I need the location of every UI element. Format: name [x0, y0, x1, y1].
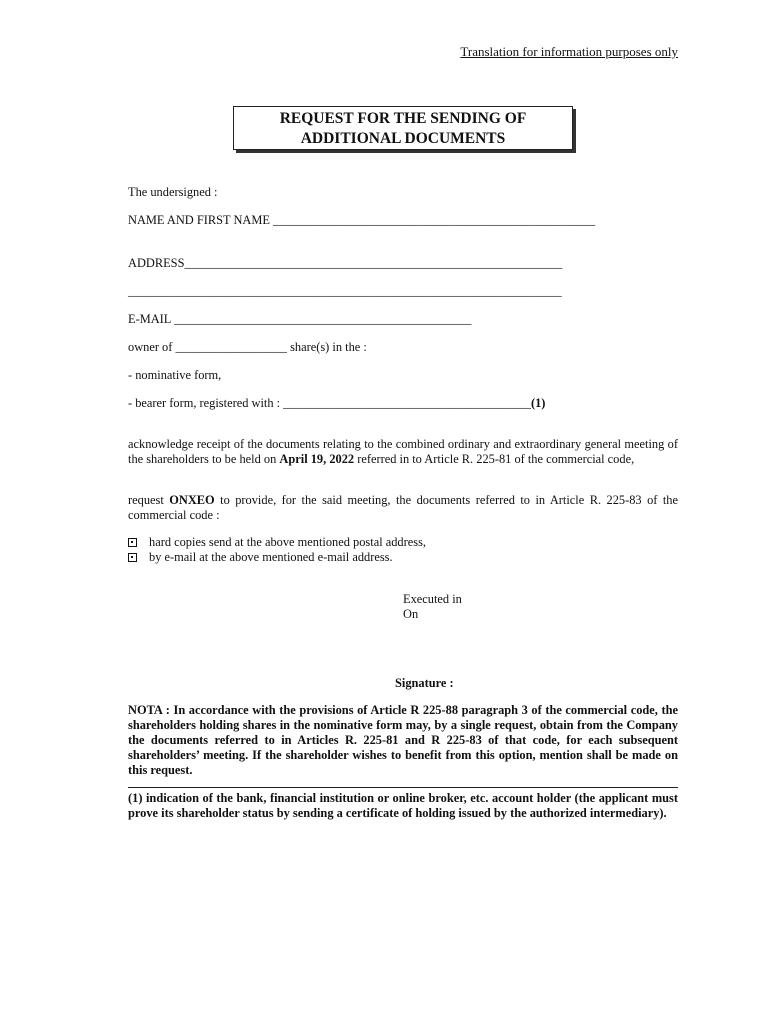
footnote-paragraph: (1) indication of the bank, financial institution or online broker, etc. account holder (the applicant must prove its shareholder status by sending a certificate of holding issued by the authorized intermediary).	[128, 791, 678, 820]
signature-label: Signature :	[395, 676, 454, 690]
document-title	[233, 106, 573, 150]
footnote-divider	[128, 787, 678, 788]
bearer-form-field[interactable]	[128, 396, 545, 411]
option-label: hard copies send at the above mentioned postal address,	[149, 535, 426, 549]
footnote-ref: (1)	[530, 396, 546, 410]
acknowledge-text-1: acknowledge receipt of the documents relating to the combined ordinary and extraordinary general meeting of the shareholders to be held on	[128, 437, 678, 467]
checkbox-icon[interactable]	[128, 538, 137, 547]
title-line-2: ADDITIONAL DOCUMENTS	[300, 130, 506, 147]
executed-in-label: Executed in	[403, 592, 462, 606]
checkbox-icon[interactable]	[128, 553, 137, 562]
owner-shares-field[interactable]: owner of __________________ share(s) in the :	[128, 340, 367, 354]
address-field[interactable]: ADDRESS_____________________________________________________________	[128, 256, 563, 270]
address-field-line-2[interactable]: ______________________________________________________________________	[128, 284, 562, 298]
acknowledge-text-2: referred in to Article R. 225-81 of the commercial code,	[354, 452, 635, 467]
translation-note: Translation for information purposes only	[460, 44, 678, 59]
acknowledge-paragraph	[128, 437, 678, 468]
meeting-date: April 19, 2022	[279, 452, 355, 467]
title-line-1: REQUEST FOR THE SENDING OF	[279, 110, 527, 127]
undersigned-label: The undersigned :	[128, 185, 218, 199]
nota-paragraph: NOTA : In accordance with the provisions of Article R 225-88 paragraph 3 of the commercial code, the shareholders holding shares in the nominative form may, by a single request, obtain from the Company the documents referred to in Articles R. 225-81 and R 225-83 of that code, for each subsequent shareholders’ meeting. If the shareholder wishes to benefit from this option, mention shall be made on this request.	[128, 703, 678, 777]
name-field[interactable]: NAME AND FIRST NAME ____________________________________________________	[128, 213, 596, 227]
request-text-2: to provide, for the said meeting, the documents referred to in Article R. 225-83 of the commercial code :	[128, 493, 678, 523]
email-field[interactable]: E-MAIL ________________________________________________	[128, 312, 472, 326]
bearer-form-text: - bearer form, registered with : ________________________________________	[128, 396, 531, 410]
company-name: ONXEO	[169, 493, 215, 507]
option-email[interactable]	[128, 550, 393, 565]
request-text-1: request	[128, 493, 170, 507]
option-label: by e-mail at the above mentioned e-mail address.	[149, 550, 393, 564]
request-paragraph	[128, 493, 678, 524]
nominative-form-option: - nominative form,	[128, 368, 222, 382]
executed-on-label: On	[403, 607, 419, 621]
option-hard-copies[interactable]	[128, 535, 426, 550]
